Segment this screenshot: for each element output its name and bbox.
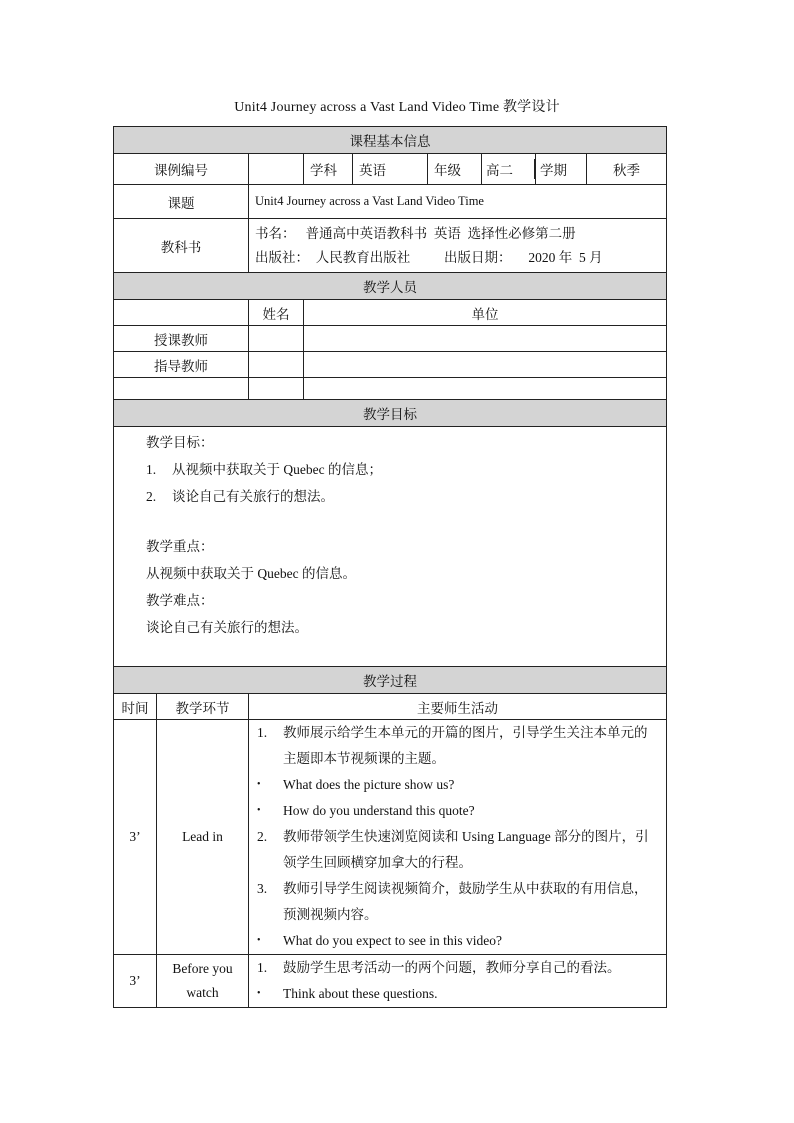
process-stage: Lead in — [157, 720, 249, 955]
textbook-line-2: 出版社： 人民教育出版社 出版日期： 2020 年 5 月 — [255, 249, 603, 265]
bullet-icon: • — [257, 935, 261, 946]
activity-item — [257, 824, 660, 850]
lesson-plan-table — [113, 126, 667, 1008]
difficulty-text: 谈论自己有关旅行的想法。 — [146, 620, 308, 635]
process-activities — [249, 955, 667, 1008]
process-stage — [157, 955, 249, 1008]
item-text-cont: 预测视频内容。 — [283, 907, 378, 922]
term-value: 秋季 — [613, 163, 640, 178]
subject-value: 英语 — [353, 154, 428, 185]
goals-label: 教学目标： — [146, 435, 214, 450]
item-text: 教师带领学生快速浏览阅读和 Using Language 部分的图片，引 — [283, 829, 649, 844]
stage-line: watch — [186, 985, 219, 1000]
textbook-label: 教科书 — [114, 219, 249, 273]
staff-row — [114, 352, 667, 378]
term-label: 学期 — [540, 163, 567, 178]
staff-row — [114, 378, 667, 400]
goal-item — [146, 456, 660, 483]
goal-number: 2. — [146, 489, 157, 504]
item-text: Think about these questions. — [283, 986, 438, 1001]
item-number: 1. — [257, 725, 268, 740]
item-number: 2. — [257, 829, 268, 844]
staff-name — [249, 352, 304, 378]
bullet-icon: • — [257, 988, 261, 999]
grade-label: 年级 — [428, 154, 482, 185]
objectives-header: 教学目标 — [114, 400, 667, 427]
difficulty-label: 教学难点： — [146, 593, 214, 608]
process-header: 教学过程 — [114, 667, 667, 694]
item-text: 教师展示给学生本单元的开篇的图片，引导学生关注本单元的 — [283, 725, 648, 740]
item-number: 1. — [257, 960, 268, 975]
activity-bullet — [257, 928, 660, 954]
item-text: How do you understand this quote? — [283, 803, 475, 818]
stage-line: Before you — [172, 961, 233, 976]
process-activities — [249, 720, 667, 955]
course-no-value — [249, 154, 304, 185]
document-title: Unit4 Journey across a Vast Land Video Time 教学设计 — [234, 100, 560, 115]
staff-role: 授课教师 — [114, 326, 249, 352]
item-text: 教师引导学生阅读视频简介，鼓励学生从中获取的有用信息， — [283, 881, 648, 896]
staff-role — [114, 378, 249, 400]
course-no-label: 课例编号 — [114, 154, 249, 185]
staff-header: 教学人员 — [114, 273, 667, 300]
key-points-text: 从视频中获取关于 Quebec 的信息。 — [146, 566, 356, 581]
goal-item — [146, 483, 660, 510]
activity-bullet — [257, 798, 660, 824]
item-number: 3. — [257, 881, 268, 896]
col-time: 时间 — [114, 694, 157, 720]
staff-blank-header — [114, 300, 249, 326]
staff-name-col: 姓名 — [249, 300, 304, 326]
textbook-info — [249, 219, 667, 273]
staff-unit — [304, 352, 667, 378]
activity-item — [257, 876, 660, 902]
process-row — [114, 955, 667, 1008]
staff-unit-col: 单位 — [304, 300, 667, 326]
process-time: 3’ — [114, 720, 157, 955]
staff-name — [249, 326, 304, 352]
item-text: What does the picture show us? — [283, 777, 455, 792]
staff-unit — [304, 326, 667, 352]
col-activity: 主要师生活动 — [249, 694, 667, 720]
bullet-icon: • — [257, 805, 261, 816]
key-points-label: 教学重点： — [146, 539, 214, 554]
activity-bullet — [257, 772, 660, 798]
item-text-cont: 领学生回顾横穿加拿大的行程。 — [283, 855, 472, 870]
item-text: What do you expect to see in this video? — [283, 933, 502, 948]
grade-value — [482, 154, 536, 185]
process-time: 3’ — [114, 955, 157, 1008]
goal-text: 谈论自己有关旅行的想法。 — [172, 489, 334, 504]
bullet-icon: • — [257, 779, 261, 790]
activity-bullet — [257, 981, 660, 1007]
basic-info-header: 课程基本信息 — [114, 127, 667, 154]
activity-item — [257, 955, 660, 981]
objectives-body — [114, 427, 667, 667]
term-cell — [536, 154, 667, 185]
activity-item — [257, 720, 660, 746]
goal-text: 从视频中获取关于 Quebec 的信息； — [172, 462, 382, 477]
staff-name — [249, 378, 304, 400]
col-stage: 教学环节 — [157, 694, 249, 720]
staff-role: 指导教师 — [114, 352, 249, 378]
grade-value-text: 高二 — [486, 163, 513, 178]
item-text: 鼓励学生思考活动一的两个问题，教师分享自己的看法。 — [283, 960, 621, 975]
subject-label: 学科 — [304, 154, 353, 185]
item-text-cont: 主题即本节视频课的主题。 — [283, 751, 445, 766]
goal-number: 1. — [146, 462, 157, 477]
process-row — [114, 720, 667, 955]
topic-value: Unit4 Journey across a Vast Land Video Time — [249, 185, 667, 219]
topic-label: 课题 — [114, 185, 249, 219]
textbook-line-1: 书名： 普通高中英语教科书 英语 选择性必修第二册 — [255, 225, 576, 241]
staff-row — [114, 326, 667, 352]
staff-unit — [304, 378, 667, 400]
